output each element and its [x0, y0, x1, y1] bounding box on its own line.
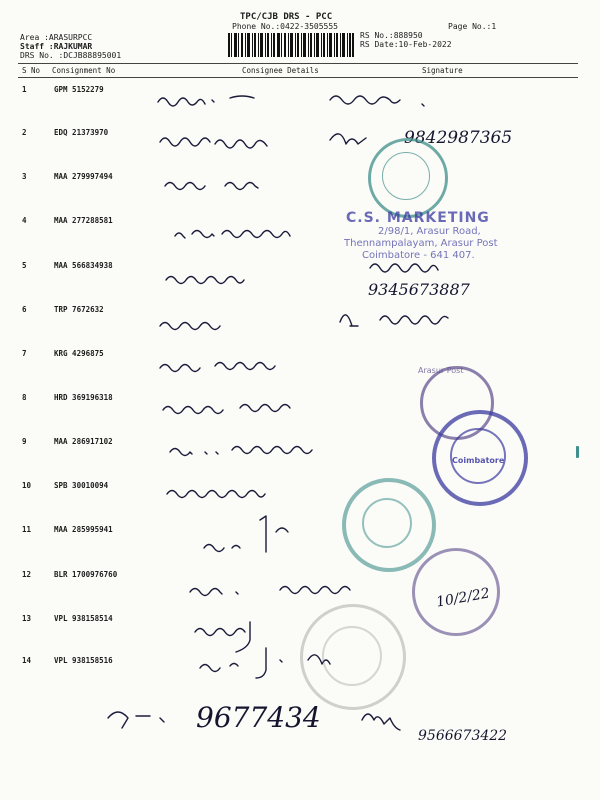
row-sno: 11 [22, 525, 32, 534]
row-consignment: MAA 279997494 [54, 172, 113, 181]
handwritten-phone-row5: 9345673887 [368, 280, 470, 299]
row-consignment: MAA 277288581 [54, 216, 113, 225]
row-sno: 13 [22, 614, 32, 623]
table-row [20, 261, 580, 305]
row-sno: 5 [22, 261, 27, 270]
row-consignment: MAA 285995941 [54, 525, 113, 534]
row-sno: 7 [22, 349, 27, 358]
row-sno: 8 [22, 393, 27, 402]
row-sno: 4 [22, 216, 27, 225]
barcode [228, 33, 354, 57]
row-sno: 1 [22, 85, 27, 94]
cs-marketing-stamp-addr1: 2/98/1, Arasur Road, [378, 226, 481, 237]
cs-marketing-stamp-name: C.S. MARKETING [346, 210, 490, 226]
row-sno: 3 [22, 172, 27, 181]
phone-number: Phone No.:0422-3505555 [232, 22, 338, 31]
handwritten-phone-row2: 9842987365 [404, 128, 513, 148]
col-consignment: Consignment No [52, 66, 116, 75]
row-consignment: KRG 4296875 [54, 349, 104, 358]
col-signature: Signature [422, 66, 463, 75]
row-consignment: VPL 938158514 [54, 614, 113, 623]
row-consignment: SPB 30010094 [54, 481, 109, 490]
page-number: Page No.:1 [448, 22, 497, 31]
row-sno: 14 [22, 656, 32, 665]
round-stamp-teal-inner [382, 152, 430, 200]
row-consignment: EDQ 21373970 [54, 128, 109, 137]
row-consignment: MAA 286917102 [54, 437, 113, 446]
table-row [20, 305, 580, 349]
table-row [20, 525, 580, 569]
table-row [20, 85, 580, 129]
round-stamp-faded-inner [322, 626, 382, 686]
round-stamp-teal-2-inner [362, 498, 412, 548]
arasur-stamp-text: Arasur Post [418, 366, 464, 375]
header-rule-top [18, 63, 578, 64]
row-sno: 9 [22, 437, 27, 446]
row-consignment: GPM 5152279 [54, 85, 104, 94]
coimbatore-stamp-text: Coimbatore [452, 456, 505, 465]
row-sno: 6 [22, 305, 27, 314]
handwritten-footer-phone-2: 9566673422 [418, 728, 508, 744]
cs-marketing-stamp-addr3: Coimbatore - 641 407. [362, 250, 475, 261]
row-sno: 12 [22, 570, 32, 579]
rs-number: RS No.:888950 [360, 31, 423, 40]
rs-date: RS Date:10-Feb-2022 [360, 40, 452, 49]
margin-mark [576, 446, 579, 458]
area-label: Area :ARASURPCC [20, 33, 93, 42]
row-consignment: VPL 938158516 [54, 656, 113, 665]
header-rule-bottom [18, 77, 578, 78]
handwritten-footer-phone: 9677434 [196, 701, 321, 734]
col-consignee: Consignee Details [242, 66, 319, 75]
table-row [20, 349, 580, 393]
row-consignment: BLR 1700976760 [54, 570, 118, 579]
staff-label: Staff :RAJKUMAR [20, 42, 93, 51]
round-stamp-purple-2 [412, 548, 500, 636]
document-title: TPC/CJB DRS - PCC [240, 12, 333, 22]
handwritten-date: 10/2/22 [435, 585, 491, 611]
table-row [20, 172, 580, 216]
row-consignment: HRD 369196318 [54, 393, 113, 402]
col-sno: S No [22, 66, 41, 75]
row-consignment: MAA 566834938 [54, 261, 113, 270]
cs-marketing-stamp-addr2: Thennampalayam, Arasur Post [344, 238, 498, 249]
row-sno: 2 [22, 128, 27, 137]
drs-number: DRS No. :DCJB88895001 [20, 51, 122, 60]
row-sno: 10 [22, 481, 32, 490]
row-consignment: TRP 7672632 [54, 305, 104, 314]
